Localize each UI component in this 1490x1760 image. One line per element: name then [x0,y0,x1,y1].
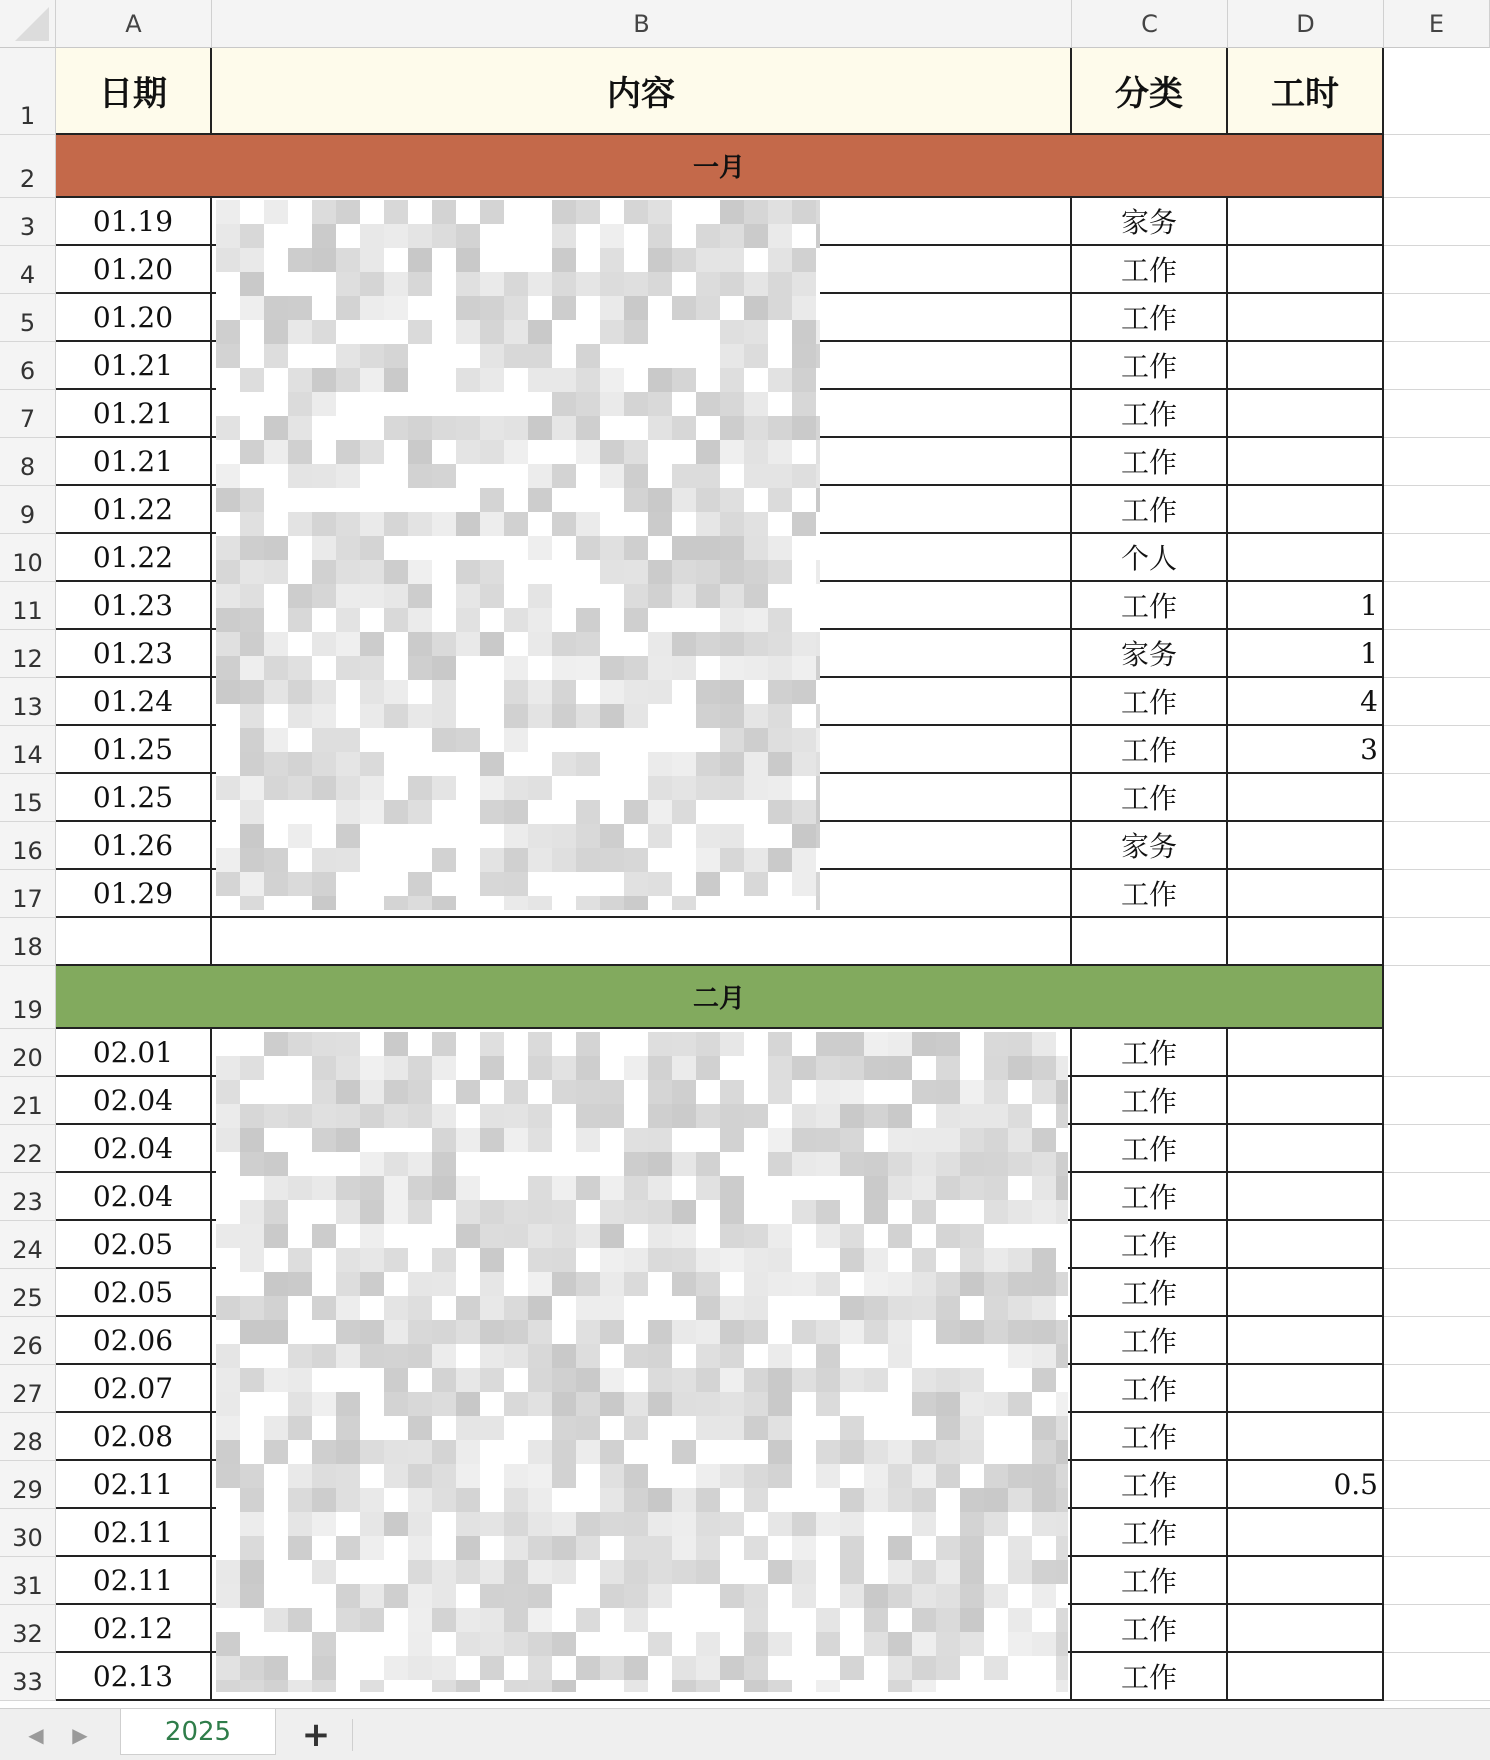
date-cell[interactable]: 01.23 [56,582,212,630]
category-cell[interactable]: 工作 [1072,1317,1228,1365]
hours-cell[interactable] [1228,1653,1384,1701]
date-cell[interactable]: 01.21 [56,342,212,390]
add-sheet-button[interactable]: + [301,1715,331,1755]
empty-cell-e[interactable] [1384,486,1490,534]
category-cell[interactable]: 工作 [1072,1269,1228,1317]
category-cell[interactable]: 工作 [1072,678,1228,726]
select-all-corner[interactable] [0,0,56,48]
category-cell[interactable]: 工作 [1072,582,1228,630]
category-cell[interactable]: 工作 [1072,1365,1228,1413]
empty-cell-e[interactable] [1384,1365,1490,1413]
empty-cell-e[interactable] [1384,1221,1490,1269]
empty-cell-e[interactable] [1384,1125,1490,1173]
empty-cell-e[interactable] [1384,1029,1490,1077]
row-header-22[interactable]: 22 [0,1125,56,1173]
category-cell[interactable]: 工作 [1072,294,1228,342]
chevron-left-icon[interactable]: ◀ [28,1723,44,1747]
hours-cell[interactable] [1228,1557,1384,1605]
hours-cell[interactable] [1228,1509,1384,1557]
empty-cell-e[interactable] [1384,1317,1490,1365]
category-cell[interactable]: 工作 [1072,1509,1228,1557]
row-header-31[interactable]: 31 [0,1557,56,1605]
row-header-23[interactable]: 23 [0,1173,56,1221]
category-cell[interactable]: 工作 [1072,438,1228,486]
row-header-15[interactable]: 15 [0,774,56,822]
row-header-7[interactable]: 7 [0,390,56,438]
row-header-6[interactable]: 6 [0,342,56,390]
category-cell[interactable]: 工作 [1072,870,1228,918]
row-header-4[interactable]: 4 [0,246,56,294]
empty-cell-e[interactable] [1384,918,1490,966]
empty-cell-e[interactable] [1384,1173,1490,1221]
category-cell[interactable]: 家务 [1072,822,1228,870]
date-cell[interactable]: 02.11 [56,1509,212,1557]
empty-cell-e[interactable] [1384,822,1490,870]
hours-cell[interactable] [1228,774,1384,822]
row-header-29[interactable]: 29 [0,1461,56,1509]
empty-cell-e[interactable] [1384,1653,1490,1701]
redacted-content-feb [216,1032,1068,1692]
row-header-32[interactable]: 32 [0,1605,56,1653]
column-header-a[interactable]: A [56,0,212,48]
hours-cell[interactable]: 1 [1228,630,1384,678]
hours-cell[interactable] [1228,1125,1384,1173]
row-header-17[interactable]: 17 [0,870,56,918]
date-cell[interactable]: 02.05 [56,1269,212,1317]
row-header-8[interactable]: 8 [0,438,56,486]
hours-cell[interactable] [1228,246,1384,294]
header-content[interactable]: 内容 [212,48,1072,135]
date-cell[interactable]: 01.23 [56,630,212,678]
date-cell[interactable]: 01.19 [56,198,212,246]
empty-cell-e[interactable] [1384,294,1490,342]
hours-cell[interactable] [1228,390,1384,438]
category-cell[interactable]: 工作 [1072,726,1228,774]
date-cell[interactable]: 01.26 [56,822,212,870]
header-date[interactable]: 日期 [56,48,212,135]
category-cell[interactable]: 工作 [1072,486,1228,534]
row-header-10[interactable]: 10 [0,534,56,582]
empty-cell-e[interactable] [1384,630,1490,678]
date-cell[interactable]: 01.21 [56,390,212,438]
empty-cell[interactable] [1072,918,1228,966]
empty-cell[interactable] [212,918,1072,966]
category-cell[interactable]: 工作 [1072,774,1228,822]
empty-cell-e[interactable] [1384,678,1490,726]
row-header-11[interactable]: 11 [0,582,56,630]
date-cell[interactable]: 01.20 [56,246,212,294]
redacted-content-jan [216,200,820,910]
category-cell[interactable]: 工作 [1072,1605,1228,1653]
row-header-3[interactable]: 3 [0,198,56,246]
date-cell[interactable]: 01.25 [56,726,212,774]
date-cell[interactable]: 02.04 [56,1125,212,1173]
row-header-28[interactable]: 28 [0,1413,56,1461]
column-header-d[interactable]: D [1228,0,1384,48]
date-cell[interactable]: 02.04 [56,1077,212,1125]
category-cell[interactable]: 工作 [1072,1173,1228,1221]
row-header-2[interactable]: 2 [0,135,56,198]
category-cell[interactable]: 工作 [1072,1653,1228,1701]
hours-cell[interactable] [1228,534,1384,582]
date-cell[interactable]: 02.11 [56,1461,212,1509]
date-cell[interactable]: 02.04 [56,1173,212,1221]
category-cell[interactable]: 工作 [1072,390,1228,438]
hours-cell[interactable] [1228,1269,1384,1317]
hours-cell[interactable] [1228,1413,1384,1461]
date-cell[interactable]: 01.20 [56,294,212,342]
row-header-20[interactable]: 20 [0,1029,56,1077]
row-header-1[interactable]: 1 [0,48,56,135]
empty-cell-e[interactable] [1384,1605,1490,1653]
hours-cell[interactable] [1228,870,1384,918]
date-cell[interactable]: 01.21 [56,438,212,486]
empty-cell-e[interactable] [1384,726,1490,774]
empty-cell-e[interactable] [1384,1269,1490,1317]
empty-cell-e[interactable] [1384,582,1490,630]
hours-cell[interactable]: 0.5 [1228,1461,1384,1509]
sheet-tab-bar [0,1708,1490,1760]
hours-cell[interactable] [1228,1077,1384,1125]
date-cell[interactable]: 01.25 [56,774,212,822]
hours-cell[interactable]: 3 [1228,726,1384,774]
hours-cell[interactable] [1228,1029,1384,1077]
column-header-b[interactable]: B [212,0,1072,48]
row-header-24[interactable]: 24 [0,1221,56,1269]
date-cell[interactable]: 02.13 [56,1653,212,1701]
category-cell[interactable]: 工作 [1072,1413,1228,1461]
row-header-16[interactable]: 16 [0,822,56,870]
hours-cell[interactable] [1228,822,1384,870]
row-header-27[interactable]: 27 [0,1365,56,1413]
date-cell[interactable]: 02.05 [56,1221,212,1269]
empty-cell-e[interactable] [1384,48,1490,135]
empty-cell-e[interactable] [1384,342,1490,390]
month-band-jan[interactable]: 一月 [56,135,1384,198]
hours-cell[interactable] [1228,1605,1384,1653]
row-header-19[interactable]: 19 [0,966,56,1029]
empty-cell-e[interactable] [1384,534,1490,582]
category-cell[interactable]: 个人 [1072,534,1228,582]
header-hours[interactable]: 工时 [1228,48,1384,135]
empty-cell-e[interactable] [1384,135,1490,198]
hours-cell[interactable] [1228,342,1384,390]
empty-cell-e[interactable] [1384,870,1490,918]
date-cell[interactable]: 01.22 [56,486,212,534]
hours-cell[interactable] [1228,294,1384,342]
row-header-25[interactable]: 25 [0,1269,56,1317]
hours-cell[interactable] [1228,1365,1384,1413]
column-header-e[interactable]: E [1384,0,1490,48]
category-cell[interactable]: 工作 [1072,1221,1228,1269]
row-header-18[interactable]: 18 [0,918,56,966]
hours-cell[interactable]: 4 [1228,678,1384,726]
tab-divider [352,1719,353,1751]
category-cell[interactable]: 工作 [1072,1557,1228,1605]
category-cell[interactable]: 工作 [1072,1461,1228,1509]
empty-cell-e[interactable] [1384,1461,1490,1509]
header-category[interactable]: 分类 [1072,48,1228,135]
empty-cell-e[interactable] [1384,246,1490,294]
category-cell[interactable]: 工作 [1072,1125,1228,1173]
category-cell[interactable]: 工作 [1072,246,1228,294]
column-header-c[interactable]: C [1072,0,1228,48]
empty-cell-e[interactable] [1384,198,1490,246]
date-cell[interactable]: 02.01 [56,1029,212,1077]
empty-cell-e[interactable] [1384,774,1490,822]
empty-cell-e[interactable] [1384,1077,1490,1125]
empty-cell-e[interactable] [1384,1413,1490,1461]
row-header-12[interactable]: 12 [0,630,56,678]
row-header-14[interactable]: 14 [0,726,56,774]
row-header-5[interactable]: 5 [0,294,56,342]
month-band-feb[interactable]: 二月 [56,966,1384,1029]
row-header-13[interactable]: 13 [0,678,56,726]
hours-cell[interactable] [1228,438,1384,486]
category-cell[interactable]: 家务 [1072,630,1228,678]
hours-cell[interactable]: 1 [1228,582,1384,630]
row-header-26[interactable]: 26 [0,1317,56,1365]
row-header-21[interactable]: 21 [0,1077,56,1125]
hours-cell[interactable] [1228,1317,1384,1365]
category-cell[interactable]: 家务 [1072,198,1228,246]
empty-cell-e[interactable] [1384,438,1490,486]
hours-cell[interactable] [1228,198,1384,246]
empty-cell-e[interactable] [1384,390,1490,438]
date-cell[interactable]: 02.08 [56,1413,212,1461]
date-cell[interactable]: 01.22 [56,534,212,582]
empty-cell[interactable] [56,918,212,966]
category-cell[interactable]: 工作 [1072,342,1228,390]
empty-cell-e[interactable] [1384,1557,1490,1605]
category-cell[interactable]: 工作 [1072,1029,1228,1077]
hours-cell[interactable] [1228,1221,1384,1269]
date-cell[interactable]: 02.12 [56,1605,212,1653]
empty-cell-e[interactable] [1384,1509,1490,1557]
date-cell[interactable]: 02.11 [56,1557,212,1605]
date-cell[interactable]: 02.06 [56,1317,212,1365]
date-cell[interactable]: 01.24 [56,678,212,726]
hours-cell[interactable] [1228,486,1384,534]
row-header-33[interactable]: 33 [0,1653,56,1701]
date-cell[interactable]: 02.07 [56,1365,212,1413]
category-cell[interactable]: 工作 [1072,1077,1228,1125]
date-cell[interactable]: 01.29 [56,870,212,918]
row-header-30[interactable]: 30 [0,1509,56,1557]
empty-cell[interactable] [1228,918,1384,966]
chevron-right-icon[interactable]: ▶ [72,1723,88,1747]
sheet-tab-2025[interactable]: 2025 [120,1709,276,1755]
row-header-9[interactable]: 9 [0,486,56,534]
hours-cell[interactable] [1228,1173,1384,1221]
